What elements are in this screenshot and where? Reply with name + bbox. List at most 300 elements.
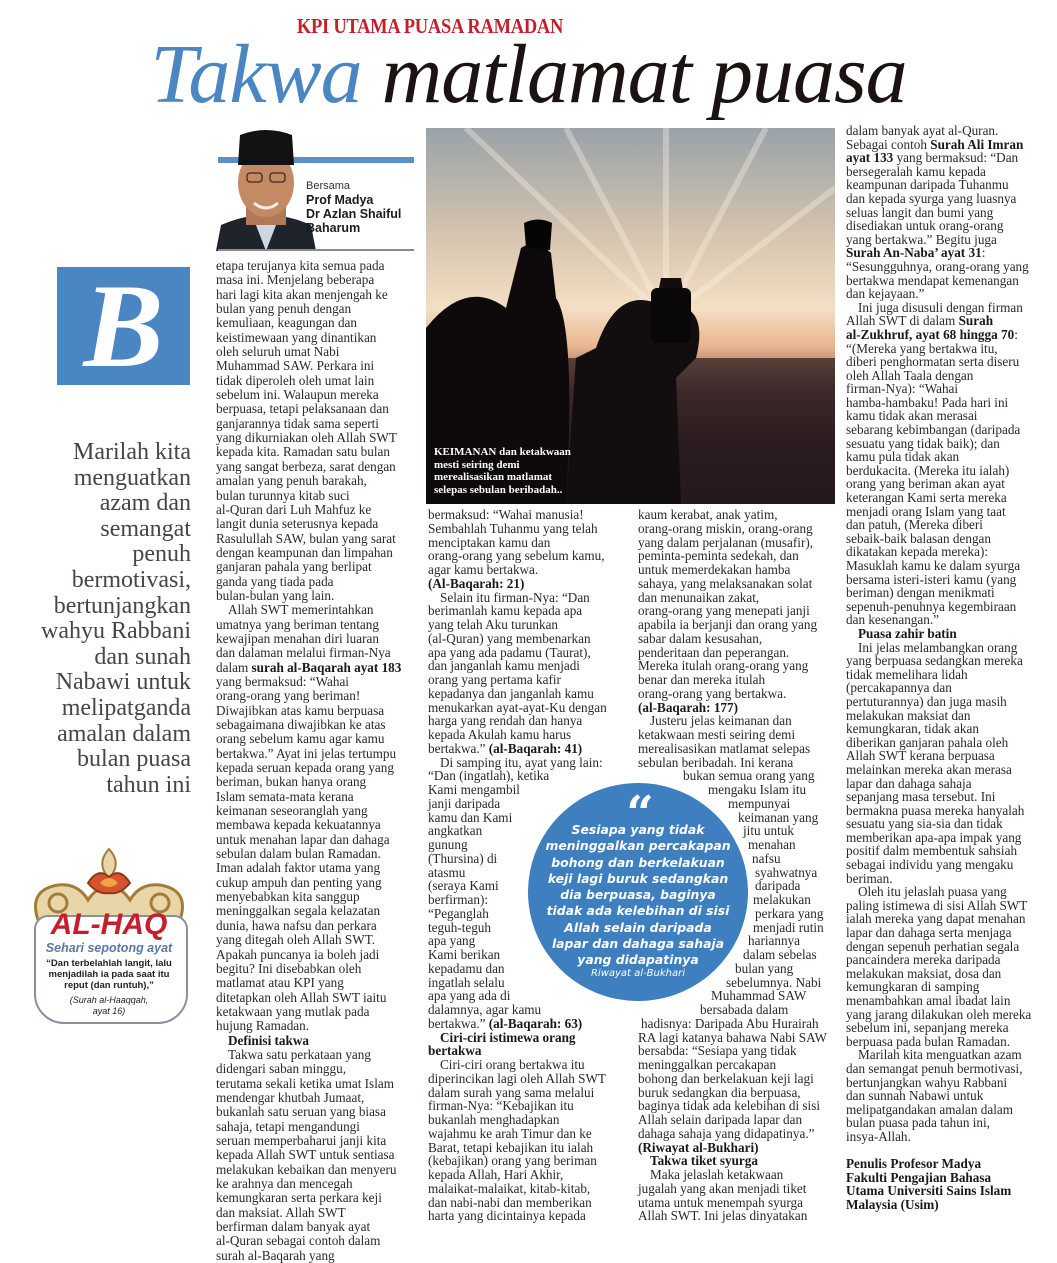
text-line: bersabada dalam: [700, 1002, 789, 1017]
text-line: yang telah Aku turunkan: [428, 617, 559, 632]
bold-text: (al-Baqarah: 41): [488, 740, 583, 756]
text-line: terutama sekali ketika umat Islam: [216, 1075, 394, 1091]
bold-text: (Riwayat al-Bukhari): [638, 1139, 759, 1155]
text-line: sebelum ini. Walaupun mereka: [216, 387, 379, 403]
text-line: mengaku Islam itu: [708, 782, 807, 797]
text-line: Kami mengambil: [428, 782, 520, 797]
text-line: seruan memperbaharui janji kita: [216, 1132, 387, 1148]
text-line: sabar dalam kesusahan,: [638, 630, 763, 646]
text-line: kepadamu dan: [428, 960, 505, 976]
text-line: sesuatu yang sia-sia dan tidak: [846, 816, 1003, 832]
highlight-quote-line: bohong dan berkelakuan: [551, 854, 725, 870]
text-line: disediakan untuk orang-orang: [846, 218, 1004, 234]
bold-text: Surah An-Naba’ ayat 31: [846, 245, 982, 261]
text-line: hariannya: [748, 933, 800, 949]
text-line: melakukan maksiat, dosa dan: [846, 965, 1002, 981]
highlight-quote-source: Riwayat al-Bukhari: [590, 968, 686, 979]
text-line: sahaja, tetapi mengandungi: [216, 1118, 360, 1134]
text-line: mendengar khutbah Jumaat,: [216, 1089, 365, 1105]
al-haq-citation: [34, 995, 184, 1017]
text-line: bulan puasa pada tahun ini,: [846, 1115, 990, 1131]
text-line: [638, 1154, 838, 1168]
text-line: Sembahlah Tuhanmu yang telah: [428, 520, 598, 536]
text-line: matlamat atau KPI yang: [216, 975, 344, 991]
text-line: (Thursina) di: [428, 850, 498, 866]
text-line: [846, 1157, 1046, 1171]
text-line: kamu tidak akan merasai: [846, 408, 978, 424]
text-line: dan maksiat. Allah SWT: [216, 1204, 346, 1220]
bold-text: Malaysia (Usim): [846, 1196, 939, 1212]
text-line: sebagai individu yang mengaku: [846, 857, 1014, 873]
text-line: kewajipan menahan diri luaran: [216, 630, 379, 646]
text-line: dalamnya, agar kamu: [428, 1002, 542, 1017]
text-line: kemuliaan, keagungan dan: [216, 315, 357, 331]
text-line: harga yang rendah dan hanya: [428, 713, 583, 729]
text-line: untuk memerdekakan hamba: [638, 562, 791, 577]
text-line: dengan sepenuh perhatian segala: [846, 938, 1020, 954]
text-line: apa yang ada di: [428, 988, 511, 1004]
text-line: beriman) dengan menikmati: [846, 585, 995, 601]
text-line: bertakwa.” (al-Baqarah: 41): [428, 740, 583, 756]
text-line: syahwatnya: [755, 864, 818, 880]
text-line: al-Quran dari Luh Mahfuz ke: [216, 501, 372, 517]
bold-text: Ciri-ciri istimewa orang: [440, 1029, 576, 1045]
text-line: Ini juga disusuli dengan firman: [858, 299, 1023, 315]
text-line: ganjaran pahala yang berlipat: [216, 559, 372, 575]
text-line: berdukacita. (Mereka itu ialah): [846, 462, 1010, 478]
text-line: surah al-Baqarah yang: [216, 1247, 335, 1263]
text-line: begitu? Ini disebabkan oleh: [216, 960, 362, 976]
text-line: utama untuk menempah syurga: [638, 1194, 803, 1210]
text-line: benar dan mereka itulah: [638, 672, 766, 687]
text-line: Selain itu firman-Nya: “Dan: [440, 589, 590, 605]
text-line: cukup ampuh dan penting yang: [216, 874, 382, 890]
text-line: meninggalkan segala kelazatan: [216, 903, 381, 919]
caption-lead: KEIMANAN: [434, 446, 497, 458]
text-line: teguh-teguh: [428, 919, 491, 935]
headline-rest: matlamat puasa: [381, 28, 907, 121]
text-line: yang jarang dilakukan oleh mereka: [846, 1006, 1032, 1022]
text-line: RA lagi katanya bahawa Nabi SAW: [638, 1029, 828, 1045]
text-line: hari lagi kita akan menjengah ke: [216, 286, 388, 302]
text-line: al-Zukhruf, ayat 68 hingga 70:: [846, 326, 1018, 342]
pull-quote-line: bulan puasa: [77, 746, 191, 773]
text-line: [428, 577, 630, 591]
text-line: “Dan (ingatlah), ketika: [428, 768, 550, 784]
bold-text: al-Zukhruf, ayat 68 hingga 70: [846, 326, 1015, 342]
text-line: seluas langit dan bumi yang: [846, 204, 994, 220]
text-line: Muhammad SAW. Perkara ini: [216, 358, 375, 374]
text-line: dan kepada syurga yang luasnya: [846, 190, 1017, 206]
text-line: berpuasa pada bulan Ramadan.: [846, 1033, 1011, 1049]
text-line: sesuatu yang tidak baik); dan: [846, 435, 1000, 451]
text-line: dan patuh, (Mereka diberi: [846, 517, 983, 533]
pull-quote-line: bermotivasi,: [71, 566, 191, 593]
text-line: insya-Allah.: [846, 1128, 911, 1144]
text-line: bukanlah menghadapkan: [428, 1112, 560, 1127]
text-line: yang bertakwa.” Begitu juga: [846, 231, 997, 247]
text-line: ganda yang tiada pada: [216, 573, 334, 589]
text-line: Diwajibkan atas kamu berpuasa: [216, 702, 385, 718]
text-line: melakukan: [753, 892, 811, 907]
text-line: langit dunia seterusnya kepada: [216, 516, 379, 532]
text-line: ialah mereka yang dapat menahan: [846, 911, 1026, 927]
text-line: melainkan mereka akan merasa: [846, 761, 1012, 777]
pull-quote-line: tahun ini: [106, 771, 191, 798]
text-line: Maka jelaslah ketakwaan: [650, 1167, 784, 1182]
text-line: keimanan seseoranglah yang: [216, 803, 368, 819]
bold-text: Surah Ali Imran: [930, 136, 1024, 152]
text-line: firman-Nya): “Wahai: [846, 381, 959, 397]
text-line: ketakwaan mesti seiring demi: [638, 727, 796, 742]
text-line: harta yang dicintainya kepada: [428, 1208, 586, 1224]
text-line: bermaksud: “Wahai manusia!: [428, 507, 584, 522]
text-line: [216, 1034, 416, 1048]
text-line: (seraya Kami: [428, 878, 499, 894]
text-line: yang bermaksud: “Wahai: [216, 673, 349, 689]
text-line: bertakwa mendapat kemenangan: [846, 272, 1019, 288]
text-line: orang-orang yang menepati janji: [638, 603, 810, 619]
text-line: wajahmu ke arah Timur dan ke: [428, 1125, 592, 1141]
text-line: masa ini. Menjelang beberapa: [216, 272, 375, 288]
text-line: gunung: [428, 837, 468, 852]
text-line: [846, 627, 1046, 641]
text-line: Kami berikan: [428, 947, 501, 962]
text-line: kepada Allah, Hari Akhir,: [428, 1167, 564, 1182]
text-line: orang yang pertama kafir: [428, 672, 561, 687]
text-line: Iman adalah faktor utama yang: [216, 860, 381, 876]
text-line: kamu dan Kami: [428, 809, 513, 825]
text-line: firman-Nya: “Kebajikan itu: [428, 1098, 574, 1114]
text-line: bukanlah satu seruan yang biasa: [216, 1104, 386, 1120]
pull-quote-line: amalan dalam: [57, 720, 191, 747]
quote-mark-icon: “: [626, 786, 654, 842]
text-line: berpuasa, tetapi pelaksanaan dan: [216, 401, 389, 417]
text-line: Muhammad SAW: [711, 988, 807, 1004]
text-line: Masuklah kamu ke dalam syurga: [846, 558, 1021, 573]
text-line: buruk sedangkan dia berpuasa,: [638, 1084, 801, 1100]
citation-line: ayat 16): [92, 1006, 126, 1016]
pull-quote-line: menguatkan: [73, 464, 191, 491]
text-line: “Sesungguhnya, orang-orang yang: [846, 258, 1029, 274]
pull-quote-line: semangat: [100, 515, 191, 542]
text-line: menjadi rutin: [753, 919, 824, 935]
text-line: berfirman):: [428, 892, 489, 907]
text-line: orang-orang yang bertakwa.: [638, 685, 787, 701]
text-line: apa yang: [428, 933, 476, 949]
photo-caption: [434, 446, 624, 496]
text-line: bersabda: “Sesiapa yang tidak: [638, 1043, 797, 1059]
text-line: ke arahnya dan mencegah: [216, 1176, 353, 1191]
headline-highlight: Takwa: [150, 28, 362, 121]
caption-line: dan ketakwaan: [496, 446, 571, 458]
text-line: bersegeralah kamu kepada: [846, 163, 986, 179]
pull-quote-line: Nabawi untuk: [55, 669, 191, 696]
pull-quote-line: melipatganda: [61, 694, 191, 721]
text-line: dikatakan kepada mereka):: [846, 544, 989, 560]
highlight-quote-line: Sesiapa yang tidak: [571, 822, 705, 837]
text-line: beriman, bukan hanya orang: [216, 774, 367, 790]
article-column-4: [846, 124, 1046, 1212]
text-line: dan janganlah kamu menjadi: [428, 658, 580, 674]
text-line: sebagaimana diwajibkan ke atas: [216, 717, 386, 732]
text-line: peminta-peminta sedekah, dan: [638, 548, 799, 564]
text-line: oleh Allah Taala dengan: [846, 367, 974, 383]
text-line: [428, 1044, 630, 1058]
text-line: angkatkan: [428, 823, 483, 839]
text-line: Surah An-Naba’ ayat 31:: [846, 245, 986, 261]
text-line: orang-orang yang beriman!: [216, 688, 361, 704]
text-line: bertakwa.” (al-Baqarah: 63): [428, 1015, 583, 1031]
text-line: dahaga sahaja yang didapatinya.”: [638, 1125, 815, 1141]
text-line: [638, 701, 838, 715]
text-line: dengan keampunan dan limpahan: [216, 544, 393, 560]
text-line: sepanjang masa tersebut. Ini: [846, 789, 996, 805]
text-line: membawa kepada kekuatannya: [216, 817, 381, 833]
text-line: menahan: [748, 837, 796, 852]
text-line: (al-Quran) yang membenarkan: [428, 630, 591, 646]
text-line: memberikan apa-apa impak yang: [846, 829, 1022, 845]
bold-text: Puasa zahir batin: [858, 625, 957, 641]
author-divider: [218, 249, 414, 251]
article-kicker: KPI UTAMA PUASA RAMADAN: [296, 14, 564, 38]
text-line: berfirman dalam banyak ayat: [216, 1219, 371, 1235]
highlight-quote-text: [530, 822, 746, 969]
text-line: bulan yang penuh dengan: [216, 301, 352, 317]
bold-text: Definisi takwa: [228, 1032, 309, 1048]
text-line: hadisnya: Daripada Abu Hurairah: [641, 1015, 819, 1031]
text-line: didengari saban minggu,: [216, 1061, 347, 1077]
caption-line: mesti seiring demi: [434, 458, 520, 471]
text-line: melakukan maksiat dan: [846, 707, 971, 723]
text-line: [846, 1171, 1046, 1185]
text-line: dan sunnah Nabawi untuk: [846, 1088, 984, 1104]
text-line: [846, 1184, 1046, 1198]
text-line: yang ditegah oleh Allah SWT.: [216, 932, 376, 948]
text-line: paling istimewa di sisi Allah SWT: [846, 897, 1028, 913]
pull-quote-line: dan sunah: [94, 643, 191, 670]
text-line: dan menunaikan zakat,: [638, 589, 760, 605]
caption-line: selepas sebulan beribadah..: [434, 483, 563, 496]
text-line: jitu untuk: [743, 823, 794, 839]
text-line: sebelum ini, sepanjang mereka: [846, 1020, 1009, 1036]
text-line: Allah selain daripada lapar dan: [638, 1112, 803, 1127]
text-line: bohong dan berkelakuan keji lagi: [638, 1070, 814, 1086]
author-name-line: Dr Azlan Shaiful: [306, 207, 402, 221]
text-line: dalam surah yang sama melalui: [428, 1084, 595, 1100]
bold-text: Fakulti Pengajian Bahasa: [846, 1169, 992, 1185]
text-line: yang sangat berbeza, sarat dengan: [216, 458, 396, 474]
text-line: kepada Allah SWT untuk sentiasa: [216, 1147, 395, 1163]
text-line: kemungkaran serta perkara keji: [216, 1190, 382, 1206]
text-line: sebulan beribadah. Ini kerana: [638, 754, 794, 770]
text-line: menambahkan amal ibadat lain: [846, 993, 1011, 1008]
text-line: Apakah puncanya ia boleh jadi: [216, 946, 380, 962]
text-line: keimanan yang: [738, 809, 819, 825]
bold-text: surah al-Baqarah ayat 183: [251, 659, 402, 675]
text-line: Allah SWT memerintahkan: [228, 602, 374, 618]
text-line: untuk menahan lapar dan dahaga: [216, 831, 390, 847]
text-line: menyebabkan kita sanggup: [216, 889, 360, 905]
text-line: beriman.: [846, 870, 893, 886]
highlight-quote-line: lapar dan dahaga sahaja: [551, 936, 725, 952]
text-line: menjadi orang Islam yang taat: [846, 503, 1006, 519]
text-line: Mereka itulah orang-orang yang: [638, 658, 809, 674]
bold-text: Takwa tiket syurga: [650, 1153, 758, 1169]
text-line: Sebagai contoh Surah Ali Imran: [846, 136, 1024, 152]
text-line: bermakna puasa mereka hanyalah: [846, 802, 1025, 818]
verse-line: “Dan terbelahlah langit, lalu: [46, 958, 172, 969]
text-line: dan kesenangan.”: [846, 612, 940, 628]
text-line: orang yang beriman akan ayat: [846, 476, 1005, 492]
text-line: sebulan dalam bulan Ramadan.: [216, 846, 381, 862]
text-line: pertuturannya) dan juga masih: [846, 693, 1007, 709]
pull-quote-line: penuh: [132, 541, 191, 568]
caption-line: merealisasikan matlamat: [434, 471, 553, 483]
text-line: (percakapannya dan: [846, 680, 952, 696]
text-line: diberi penghormatan serta diseru: [846, 354, 1020, 370]
text-line: baginya tidak ada kelebihan di sisi: [638, 1098, 821, 1114]
bold-text: (al-Baqarah: 177): [638, 699, 739, 715]
text-line: umatnya yang beriman tentang: [216, 616, 379, 632]
text-line: Di samping itu, ayat yang lain:: [440, 754, 603, 770]
text-line: [846, 1144, 1046, 1158]
text-line: Takwa satu perkataan yang: [228, 1046, 371, 1062]
al-haq-verse: [34, 958, 184, 991]
text-line: bulan turunnya kitab suci: [216, 487, 350, 503]
text-line: Rasulullah SAW, bulan yang sarat: [216, 530, 396, 546]
pull-quote: [8, 440, 191, 798]
text-line: [846, 1198, 1046, 1212]
text-line: Ciri-ciri orang bertakwa itu: [440, 1057, 585, 1072]
text-line: yang dikurniakan oleh Allah SWT: [216, 430, 397, 446]
text-line: agar kamu bertakwa.: [428, 562, 539, 577]
text-line: dan semangat penuh bermotivasi,: [846, 1060, 1023, 1076]
text-line: ayat 133 yang bermaksud: “Dan: [846, 150, 1019, 166]
text-line: apabila ia berjanji dan orang yang: [638, 617, 818, 632]
text-line: [428, 1031, 630, 1045]
text-line: ditetapkan oleh Allah SWT iaitu: [216, 989, 387, 1005]
bold-text: (Al-Baqarah: 21): [428, 575, 525, 591]
citation-line: (Surah al-Haaqqah,: [69, 995, 149, 1005]
author-name: [306, 193, 401, 235]
highlight-quote-line: yang didapatinya: [577, 952, 699, 968]
text-line: keistimewaan yang dinantikan: [216, 329, 377, 345]
text-line: hamba-hambaku! Pada hari ini: [846, 394, 1009, 410]
text-line: bersama isteri-isteri kamu (yang: [846, 571, 1017, 587]
author-prefix: Bersama: [306, 180, 351, 192]
al-haq-title: AL-HAQ: [50, 908, 168, 941]
text-line: Justeru jelas keimanan dan: [650, 713, 792, 729]
text-line: nafsu: [752, 850, 781, 866]
text-line: ingatlah selalu: [428, 974, 505, 990]
author-name-line: Baharum: [306, 221, 361, 235]
pull-quote-line: bertunjangkan: [53, 592, 191, 619]
text-line: amalan yang penuh barakah,: [216, 473, 367, 489]
text-line: bulan yang: [735, 960, 794, 976]
text-line: kemungkaran, tidak akan: [846, 721, 979, 737]
text-line: ketakwaan yang mutlak pada: [216, 1003, 370, 1019]
author-box: [216, 125, 416, 253]
text-line: diperincikan lagi oleh Allah SWT: [428, 1070, 606, 1086]
author-name-line: Prof Madya: [306, 193, 374, 207]
highlight-quote-line: keji lagi buruk sedangkan: [547, 870, 729, 886]
text-line: daripada: [755, 878, 801, 894]
text-line: orang-orang yang sebelum kamu,: [428, 548, 605, 564]
text-line: penderitaan dan peperangan.: [638, 644, 790, 660]
al-haq-subtitle: Sehari sepotong ayat: [45, 941, 173, 955]
verse-line: reput (dan runtuh),”: [64, 980, 154, 991]
text-line: al-Quran sebagai contoh dalam: [216, 1233, 381, 1249]
text-line: malaikat-malaikat, kitab-kitab,: [428, 1180, 591, 1196]
pull-quote-line: azam dan: [99, 490, 191, 517]
bold-text: ayat 133: [846, 150, 894, 166]
bold-text: Penulis Profesor Madya: [846, 1156, 982, 1172]
highlight-quote-line: tidak ada kelebihan di sisi: [546, 903, 730, 919]
text-line: bulan-bulan yang lain.: [216, 587, 335, 603]
text-line: dan kejayaan.”: [846, 286, 925, 302]
text-line: kepadanya dan janganlah kamu: [428, 685, 594, 701]
text-line: kaum kerabat, anak yatim,: [638, 507, 778, 522]
text-line: dalam sebelas: [743, 947, 817, 962]
bold-text: Utama Universiti Sains Islam: [846, 1183, 1012, 1199]
al-haq-box: [28, 845, 193, 1025]
text-line: atasmu: [428, 864, 466, 880]
text-line: mempunyai: [728, 795, 791, 811]
text-line: Allah SWT di dalam Surah: [846, 313, 994, 329]
text-line: orang sebelum kamu agar kamu: [216, 731, 385, 747]
pull-quote-line: wahyu Rabbani: [41, 618, 191, 645]
text-line: [638, 1141, 838, 1155]
text-line: dan nabi-nabi dan memberikan: [428, 1194, 592, 1210]
text-line: merealisasikan matlamat selepas: [638, 740, 811, 756]
text-line: pancaindera mereka daripada: [846, 952, 1001, 968]
text-line: Allah SWT kerana berpuasa: [846, 748, 995, 764]
text-line: sahaya, yang melaksanakan solat: [638, 575, 813, 591]
author-photo: [216, 125, 316, 251]
text-line: ganjarannya tidak sama seperti: [216, 415, 379, 431]
text-line: yang berpuasa sedangkan mereka: [846, 653, 1023, 669]
text-line: Barat, tetapi kebajikan itu ialah: [428, 1139, 594, 1155]
highlight-quote-line: Allah selain daripada: [564, 919, 712, 935]
text-line: kemungkaran di samping: [846, 979, 980, 995]
text-line: lapar dan dahaga serta menjaga: [846, 925, 1012, 941]
text-line: perkara yang: [755, 905, 824, 921]
verse-line: menjadilah ia pada saat itu: [48, 969, 170, 980]
text-line: jugalah yang akan menjadi tiket: [638, 1180, 807, 1196]
text-line: kepada kita. Ramadan satu bulan: [216, 444, 390, 460]
text-line: keterangan Kami serta mereka: [846, 490, 1007, 506]
text-line: orang-orang miskin, orang-orang: [638, 520, 813, 536]
text-line: hujung Ramadan.: [216, 1018, 310, 1034]
text-line: Islam semata-mata kerana: [216, 788, 354, 804]
drop-cap: B: [57, 267, 190, 385]
text-line: dan dalaman melalui firman-Nya: [216, 645, 391, 661]
bold-text: Surah: [958, 313, 994, 329]
text-line: lapar dan dahaga sahaja: [846, 775, 972, 791]
bold-text: bertakwa: [428, 1043, 482, 1059]
highlight-quote-line: dia berpuasa, baginya: [560, 887, 716, 903]
text-line: melipatgandakan amalan dalam: [846, 1101, 1013, 1117]
text-line: “(Mereka yang bertakwa itu,: [846, 340, 998, 356]
text-line: Ini jelas melambangkan orang: [858, 639, 1018, 655]
text-line: sepenuh-penuhnya kegembiraan: [846, 598, 1017, 614]
text-line: menciptakan kamu dan: [428, 534, 551, 550]
text-line: menukarkan ayat-ayat-Ku dengan: [428, 699, 607, 715]
text-line: bukan semua orang yang: [683, 768, 815, 784]
text-line: kepada Akulah kamu harus: [428, 727, 572, 742]
text-line: yang dalam perjalanan (musafir),: [638, 534, 814, 550]
